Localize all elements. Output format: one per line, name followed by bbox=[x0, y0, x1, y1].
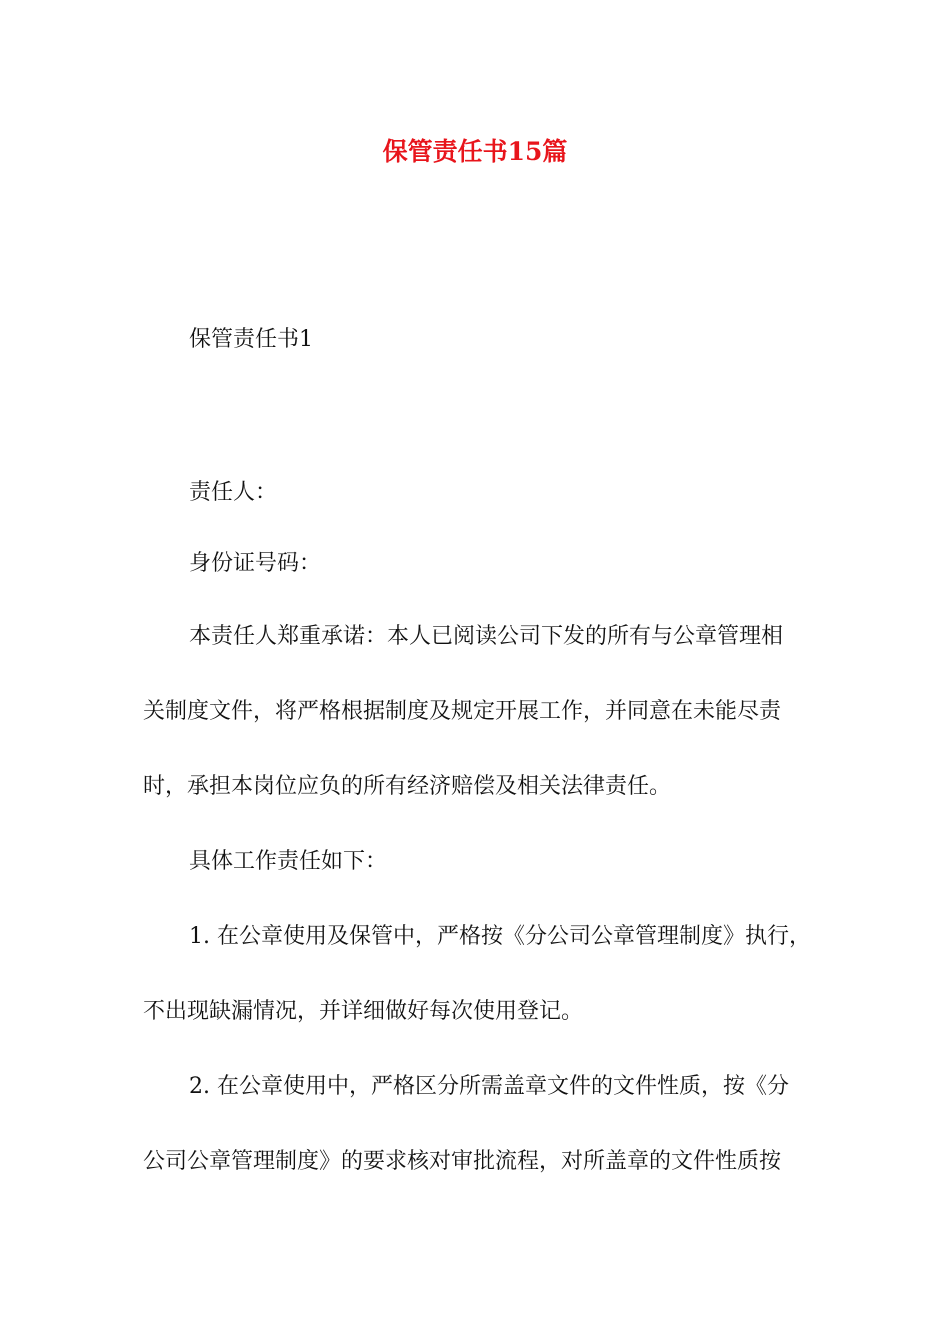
responsible-person-label: 责任人： bbox=[189, 480, 278, 505]
paragraph-line: 时，承担本岗位应负的所有经济赔偿及相关法律责任。 bbox=[143, 774, 672, 799]
section-heading: 保管责任书1 bbox=[189, 327, 313, 352]
document-title: 保管责任书15篇 bbox=[382, 137, 568, 166]
paragraph-line: 关制度文件，将严格根据制度及规定开展工作，并同意在未能尽责 bbox=[143, 699, 782, 724]
paragraph-line: 公司公章管理制度》的要求核对审批流程，对所盖章的文件性质按 bbox=[143, 1149, 782, 1174]
paragraph-line: 不出现缺漏情况，并详细做好每次使用登记。 bbox=[143, 999, 584, 1024]
paragraph-line: 2. 在公章使用中，严格区分所需盖章文件的文件性质，按《分 bbox=[189, 1074, 789, 1099]
paragraph-line: 具体工作责任如下： bbox=[189, 849, 388, 874]
paragraph-line: 1. 在公章使用及保管中，严格按《分公司公章管理制度》执行， bbox=[189, 924, 811, 949]
id-number-label: 身份证号码： bbox=[189, 551, 322, 576]
paragraph-line: 本责任人郑重承诺：本人已阅读公司下发的所有与公章管理相 bbox=[189, 624, 784, 649]
